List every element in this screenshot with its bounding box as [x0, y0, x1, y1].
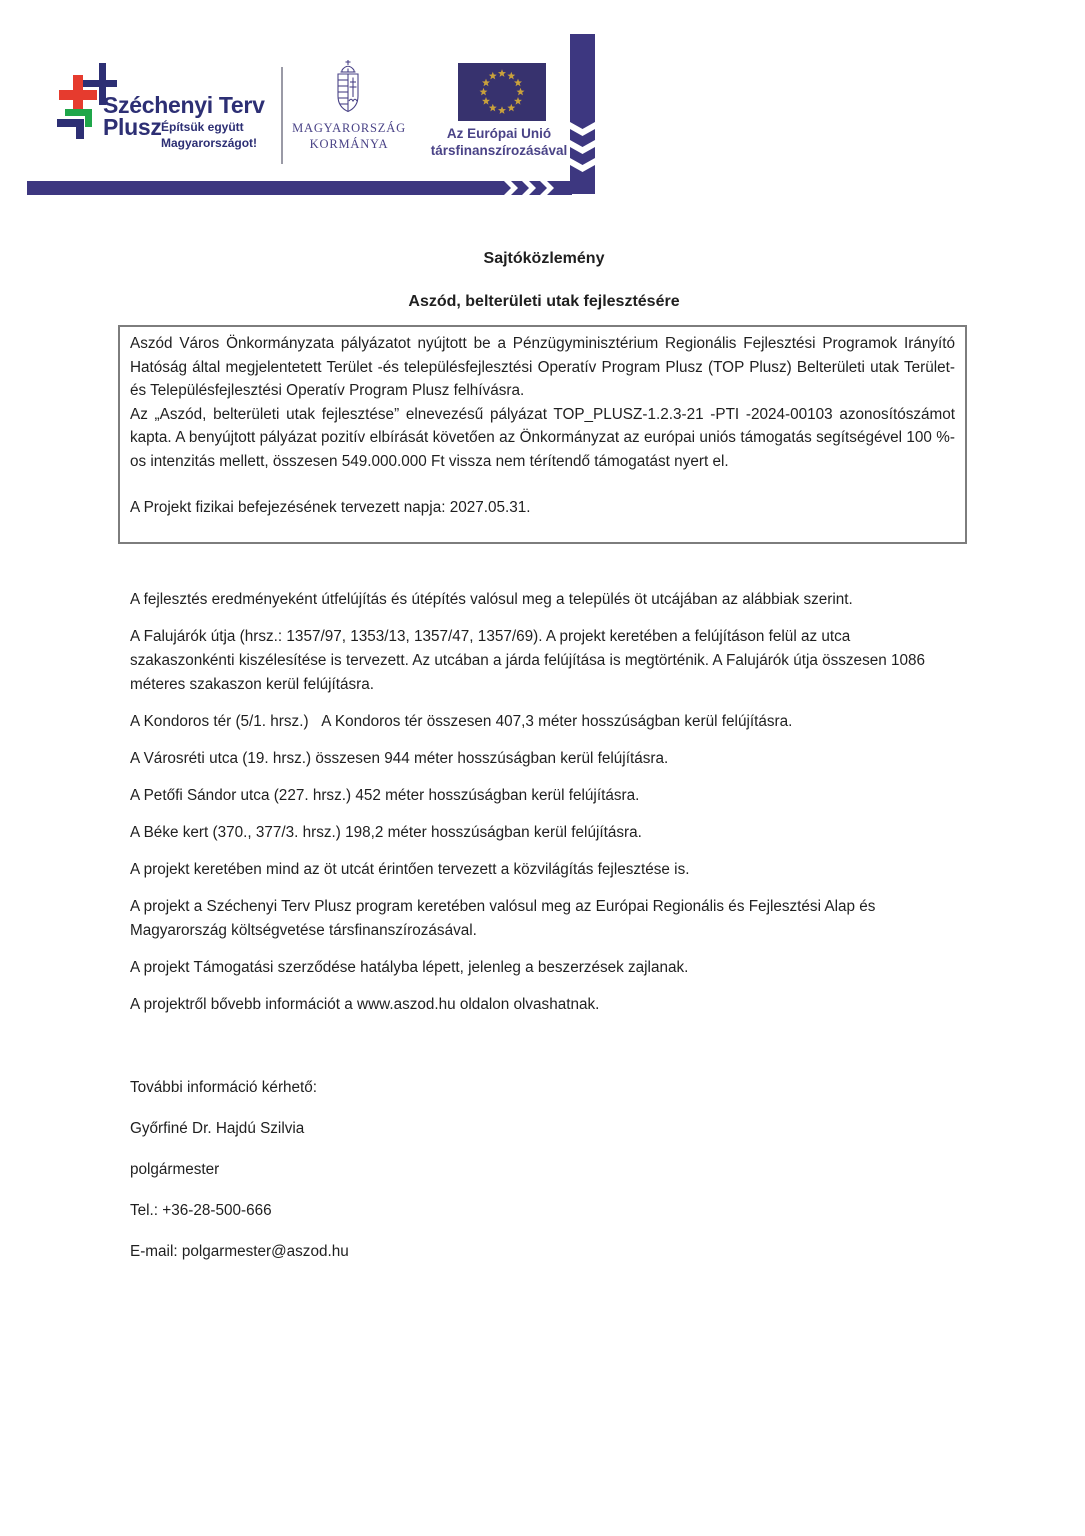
government-logo-line1: MAGYARORSZÁG	[292, 121, 406, 135]
szechenyi-logo-tagline	[161, 119, 257, 151]
page-subtitle: Aszód, belterületi utak fejlesztésére	[408, 293, 680, 310]
eu-logo-text	[425, 126, 573, 159]
contact-spacer	[130, 1030, 958, 1076]
eu-logo-line2: társfinanszírozásával	[430, 142, 568, 158]
header-logos	[0, 0, 1085, 230]
box-paragraph-3: A Projekt fizikai befejezésének tervezett napja: 2027.05.31.	[130, 499, 531, 516]
szechenyi-tagline-line2: Magyarországot!	[161, 136, 258, 150]
government-logo-text	[284, 121, 414, 152]
contact-heading: További információ kérhető:	[130, 1078, 318, 1096]
eu-logo-line1: Az Európai Unió	[446, 126, 552, 141]
body-paragraph-5: A Petőfi Sándor utca (227. hrsz.) 452 méter hosszúságban kerül felújításra.	[130, 786, 640, 804]
hungary-coat-of-arms-icon	[329, 59, 367, 119]
szechenyi-logo-title-line1: Széchenyi Terv	[103, 92, 265, 118]
contact-phone: Tel.: +36-28-500-666	[130, 1201, 272, 1219]
body-paragraph-2: A Falujárók útja (hrsz.: 1357/97, 1353/13, 1357/47, 1357/69). A projekt keretében a felújításon felül az utca szakaszonkénti kiszélesítése is tervezett. Az utcában a járda felújítása is megtörténik. A Falujárók útja összesen 1086 méteres szakaszon kerül felújításra.	[130, 627, 926, 693]
government-logo-line2: KORMÁNYA	[309, 136, 389, 151]
szechenyi-logo-title-line2: Plusz	[103, 114, 162, 140]
body-paragraph-10: A projektről bővebb információt a www.aszod.hu oldalon olvashatnak.	[130, 995, 600, 1013]
szechenyi-tagline-line1: Építsük együtt	[161, 120, 244, 134]
contact-role: polgármester	[130, 1160, 220, 1178]
logo-divider	[281, 67, 283, 164]
body-paragraph-3: A Kondoros tér (5/1. hrsz.) A Kondoros tér összesen 407,3 méter hosszúságban kerül felújításra.	[130, 712, 793, 730]
summary-box	[118, 325, 967, 544]
body-paragraph-9: A projekt Támogatási szerződése hatályba lépett, jelenleg a beszerzések zajlanak.	[130, 958, 689, 976]
body-paragraph-8: A projekt a Széchenyi Terv Plusz program keretében valósul meg az Európai Regionális és Fejlesztési Alap és Magyarország költségvetése társfinanszírozásával.	[130, 897, 876, 939]
body-paragraph-7: A projekt keretében mind az öt utcát érintően tervezett a közvilágítás fejlesztése is.	[130, 860, 690, 878]
box-paragraph-2: Az „Aszód, belterületi utak fejlesztése” elnevezésű pályázat TOP_PLUSZ-1.2.3-21 -PTI -2024-00103 azonosítószámot kapta. A benyújtott pályázat pozitív elbírását követően az Önkormányzat az európai uniós támogatás segítségével 100 %-os intenzitás mellett, összesen 549.000.000 Ft vissza nem térítendő támogatást nyert el.	[130, 405, 955, 470]
page-title: Sajtóközlemény	[483, 250, 605, 267]
eu-flag-icon	[458, 63, 546, 121]
body-paragraph-1: A fejlesztés eredményeként útfelújítás és útépítés valósul meg a település öt utcájában az alábbiak szerint.	[130, 590, 853, 608]
body-paragraph-6: A Béke kert (370., 377/3. hrsz.) 198,2 méter hosszúságban kerül felújításra.	[130, 823, 642, 841]
body-paragraph-4: A Városréti utca (19. hrsz.) összesen 944 méter hosszúságban kerül felújításra.	[130, 749, 669, 767]
contact-name: Győrfiné Dr. Hajdú Szilvia	[130, 1119, 305, 1137]
contact-email: E-mail: polgarmester@aszod.hu	[130, 1242, 349, 1260]
document-content	[130, 247, 958, 1281]
box-paragraph-1: Aszód Város Önkormányzata pályázatot nyújtott be a Pénzügyminisztérium Regionális Fejlesztési Programok Irányító Hatóság által megjelentetett Terület -és településfejlesztési Operatív Program Plusz (TOP Plusz) Belterületi utak Terület-és Településfejlesztési Operatív Program Plusz felhívásra.	[130, 335, 955, 399]
